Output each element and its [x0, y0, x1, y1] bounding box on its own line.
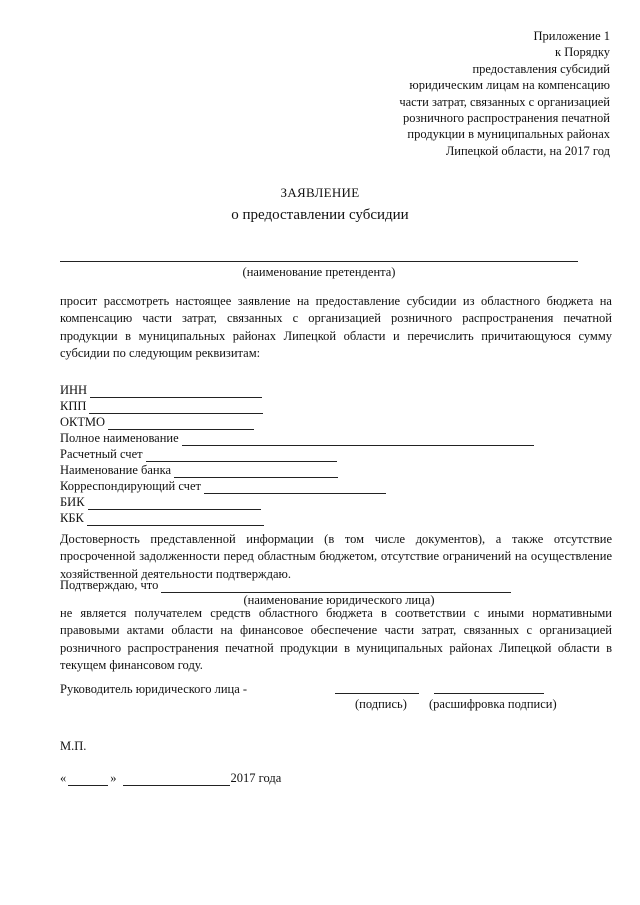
bank-field: [60, 462, 338, 478]
kbk-field: [60, 510, 264, 526]
full-name-field: [60, 430, 534, 446]
document-title: ЗАЯВЛЕНИЕ: [280, 185, 360, 200]
appendix-line: предоставления субсидий: [472, 61, 610, 76]
bank-label: Наименование банка: [60, 463, 172, 477]
corr-account-label: Корреспондирующий счет: [60, 479, 201, 493]
request-paragraph: просит рассмотреть настоящее заявление на предоставление субсидии из областного бюджета на компенсацию части затрат, связанных с организацией розничного распространения печатной продукции в муниципальных районах Липецкой области и перечислить причитающуюся сумму субсидии по следующим реквизитам:: [60, 294, 612, 361]
account-label: Расчетный счет: [60, 447, 143, 461]
not-recipient-paragraph: не является получателем средств областного бюджета в соответствии с иными нормативными правовыми актами области на финансовое обеспечение части затрат, связанных с организацией розничного распространения печатной продукции в муниципальных районах Липецкой области в текущем финансовом году.: [60, 606, 612, 673]
kbk-input-line[interactable]: [87, 513, 264, 526]
bank-input-line[interactable]: [174, 465, 338, 478]
appendix-line: к Порядку: [555, 45, 610, 60]
signature-line[interactable]: [335, 693, 419, 694]
kpp-label: КПП: [60, 399, 87, 413]
full-name-input-line[interactable]: [182, 433, 534, 446]
inn-input-line[interactable]: [90, 385, 262, 398]
oktmo-field: [60, 414, 254, 430]
inn-field: [60, 382, 262, 398]
head-label: Руководитель юридического лица -: [60, 682, 248, 696]
date-month-line[interactable]: [123, 773, 230, 786]
appendix-line: юридическим лицам на компенсацию: [409, 78, 610, 93]
appendix-header: [330, 28, 610, 159]
company-caption: (наименование юридического лица): [243, 593, 435, 607]
applicant-caption: (наименование претендента): [242, 265, 396, 279]
document-subtitle: о предоставлении субсидии: [231, 207, 409, 223]
signature-caption: (подпись): [355, 697, 407, 711]
bik-field: [60, 494, 261, 510]
appendix-line: части затрат, связанных с организацией: [399, 94, 610, 109]
kpp-field: [60, 398, 263, 414]
confirm-label: Подтверждаю, что: [60, 578, 159, 592]
inn-label: ИНН: [60, 383, 88, 397]
oktmo-label: ОКТМО: [60, 415, 105, 429]
appendix-line: Приложение 1: [533, 29, 610, 43]
confirmation-paragraph: Достоверность представленной информации (в том числе документов), а также отсутствие просроченной задолженности перед областным бюджетом, отсутствие ограничений на осуществление хозяйственной деятельности подтверждаю.: [60, 532, 612, 581]
date-field: [60, 771, 281, 786]
account-field: [60, 446, 337, 462]
corr-account-input-line[interactable]: [204, 481, 386, 494]
confirm-company-line[interactable]: [161, 580, 511, 593]
corr-account-field: [60, 478, 386, 494]
signature-decode-caption: (расшифровка подписи): [429, 697, 557, 711]
bik-input-line[interactable]: [88, 497, 261, 510]
stamp-label: М.П.: [60, 739, 87, 753]
kpp-input-line[interactable]: [89, 401, 263, 414]
full-name-label: Полное наименование: [60, 431, 179, 445]
date-year: 2017 года: [230, 771, 282, 785]
appendix-line: продукции в муниципальных районах: [407, 127, 610, 142]
bik-label: БИК: [60, 495, 85, 509]
date-day-line[interactable]: [68, 773, 108, 786]
kbk-label: КБК: [60, 511, 84, 525]
appendix-line: розничного распространения печатной: [402, 111, 610, 126]
signature-decode-line[interactable]: [434, 693, 544, 694]
date-close-quote: »: [110, 771, 117, 785]
account-input-line[interactable]: [146, 449, 337, 462]
oktmo-input-line[interactable]: [108, 417, 254, 430]
applicant-name-line[interactable]: [60, 261, 578, 262]
confirm-field: [60, 577, 511, 593]
date-open-quote: «: [60, 771, 67, 785]
appendix-line: Липецкой области, на 2017 год: [445, 143, 610, 158]
